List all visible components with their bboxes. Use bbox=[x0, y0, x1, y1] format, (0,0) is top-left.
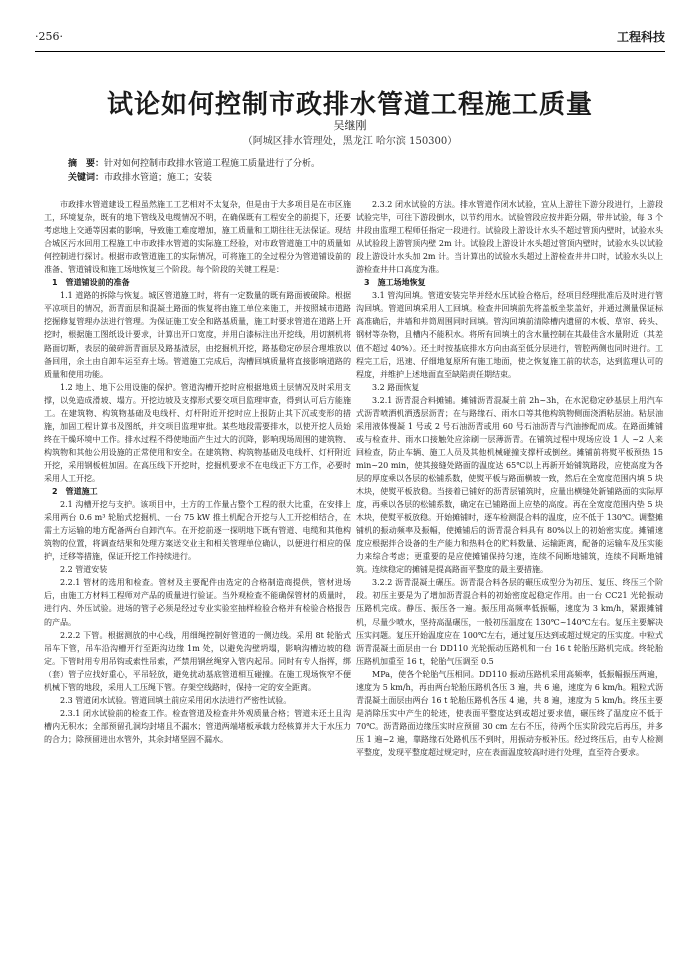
body-paragraph: 3.2.1 沥青混合料摊铺。摊铺沥青混凝土前 2h~3h，在水泥稳定砂基层上用汽车式沥青喷洒机洒透层沥青；在与路缘石、雨水口等其他构筑物侧面浇洒粘层油。粘层油采用液体慢凝 1 号或 2 号石油沥青或用 60 号石油沥青与汽油掺配而成。在路面摊铺或与检查井、雨水口接触处应涂刷一层薄沥青。在铺筑过程中现场应设 1 人 ~2 人来回检查，防止车辆、施工人员及其他机械碰撞支撑杆或倒丝。摊铺前将熨平板预热 15 min~20 min，使其接缝处路面的温度达 65℃以上再新开始铺筑路段，应使高度为各层的厚度乘以各层的松铺系数，使熨平板与路面横坡一致，然后在全宽度范围内填 5 块木块，使熨平板放稳。当接着已铺好的沥青层铺筑时，应量出横缝处新铺路面的实际厚度，再乘以各层的松铺系数，确定在已铺路面上应垫的高度。再在全宽度范围内垫 5 块木块，使熨平板放稳。开始摊铺时，逐车检测混合料的温度，应不低于 130℃。调整摊铺机的振动频率及振幅，使摊铺后的沥青混合料具有 80%以上的初始密实度。摊铺速度应根据拌合设备的生产能力和热料仓的贮料数量、运输距离，配备的运输车及压实能力来综合考虑；更重要的是应使摊铺保持匀速，连续不间断地铺筑，连续不间断地铺筑。连续稳定的摊铺是提高路面平整度的最主要措施。 bbox=[356, 395, 663, 575]
right-column bbox=[356, 198, 663, 759]
body-paragraph: 2.2.1 管材的选用和检查。管材及主要配件由选定的合格制造商提供，管材进场后，由施工方材料工程师对产品的质量进行验证。当外观检查不能确保管材的质量时，进行内、外压试验。进场的管子必须是经过专业实验室抽样检验合格并有检验合格报告的产品。 bbox=[44, 578, 351, 627]
body-paragraph: 2.3.1 闭水试验前的检查工作。检查管道及检查井外观质量合格；管道未还土且沟槽内无积水；全部预留孔洞均封堵且不漏水；管道两端堵板承载力经核算并大于水压力的合力；除预留进出水管外，其余封堵坚固不漏水。 bbox=[44, 708, 351, 744]
running-header bbox=[35, 22, 665, 52]
body-paragraph: 3.1 管沟回填。管道安装完毕并经水压试验合格后，经项目经理批准后及时进行管沟回填。管道回填采用人工回填。检查井回填前先将盖板坐浆盖好，并通过测量保证标高准确后，井墙和井筒周围同时回填。管沟回填前清除槽内遗留的木板、草帘、砖头、钢材等杂物，且槽内不能积水。将所有回填土的含水量控制在其最佳含水量附近（其差值不超过 40%）。还土时按基底排水方向由高至低分层进行，管腔两侧也同时进行。工程完工后，迅速、仔细地复原所有施工地面，使之恢复施工前的状态，达到监理认可的程度，并维护上述地面直至缺陷责任期结束。 bbox=[356, 291, 663, 379]
body-paragraph: 1.2 地上、地下公用设施的保护。管道沟槽开挖时应根据地质土层情况及时采用支撑，以免造成滑坡、塌方。开挖边坡及支撑形式要交项目监理审查，得到认可后方能施工。在建筑物、构筑物基础及电线杆、灯杆附近开挖时应上报防止其下沉或变形的措施，加固工程计算书及图纸，并交项目监理审批。某些地段需要排水，以使开挖人员始终在干燥环境中工作。排水过程不得使地面产生过大的沉降，影响现场周围的建筑物、构筑物和其他公用设施的正常使用和安全。在建筑物、构筑物基础及电线杆、灯杆附近开挖，采用钢板桩加固。在高压线下开挖时，挖掘机要求不在电线正下方工作，必要时采用人工开挖。 bbox=[44, 382, 351, 483]
abstract-text: 针对如何控制市政排水管道工程施工质量进行了分析。 bbox=[104, 159, 321, 169]
body-paragraph: 市政排水管道建设工程虽然施工工艺相对不太复杂，但是由于大多项目是在市区施工，环境复杂，既有的地下管线及电缆情况不明，在确保既有工程安全的前提下，还要考虑地上交通等因素的影响，导致施工难度增加，施工质量和工期往往无法保证。现结合城区污水回用工程施工中市政排水管道的实际施工经验，对市政管道施工中的质量如何控制进行探讨。根据市政管道施工的实际情况，可将施工的全过程分为管道铺设前的准备、管道铺设和施工场地恢复三个阶段。每个阶段的关键工程是： bbox=[44, 200, 351, 275]
section-heading: 3 施工场地恢复 bbox=[364, 278, 426, 288]
body-paragraph: 2.1 沟槽开挖与支护。该项目中，土方的工作量占整个工程的很大比重，在安排上采用两台 0.6 m³ 轮胎式挖掘机、一台 75 kW 推土机配合开挖与人工开挖相结合，在需土方运输的地方配备两台自卸汽车。在开挖前逐一探明地下既有管道、电缆和其他构筑物的位置，将调查结果和处理方案送交业主和相关管理单位确认，以便进行相应的保护，迁移等措施，保证开挖工作持续进行。 bbox=[44, 500, 351, 562]
body-paragraph: 2.2.2 下管。根据测放的中心线，用细绳控制好管道的一侧边线。采用 8t 轮胎式吊车下管，吊车沿沟槽开行至距沟边缘 1m 处，以避免沟壁坍塌，影响沟槽边坡的稳定。下管时用专用吊钩或索性吊索，严禁用钢丝绳穿入管内起吊。同时有专人指挥，绑（套）管子应找好重心，平吊轻放，避免扰动基底管道相互碰撞。在施工现场恢窄不便机械下管的地段，采用人工压绳下管。存架空线路时，保持一定的安全距离。 bbox=[44, 630, 351, 692]
keywords-text: 市政排水管道；施工；安装 bbox=[104, 173, 213, 183]
article-title: 试论如何控制市政排水管道工程施工质量 bbox=[106, 90, 593, 120]
abstract bbox=[68, 157, 632, 171]
body-paragraph: 1.1 道路的拆除与恢复。城区管道施工时，将有一定数量的既有路面被破除。根据平凉项目的情况，沥青面层和混凝土路面的恢复将由施工单位来施工，并按照城市道路挖掘修复管理办法进行管理。为保证施工安全和路基质量，施工时要求管道在道路上开挖时，根据施工图纸设计要求，计算出开口宽度，并用白漆标注出开挖线，用切割机将路面切断，表层的破碎沥青面层及路基渣层，由挖掘机开挖，路基稳定砂层合理堆放以备回用，余土由自卸车运至弃土场。管道施工完成后，沟槽回填质量将直接影响道路的质量和使用功能。 bbox=[44, 291, 351, 379]
section-heading: 1 管道铺设前的准备 bbox=[52, 278, 130, 288]
page-number: ·256· bbox=[35, 30, 63, 43]
body-paragraph: 2.3 管道闭水试验。管道回填土前应采用闭水法进行严密性试验。 bbox=[60, 695, 292, 705]
body-paragraph: MPa，使各个轮胎气压相同。DD110 振动压路机采用高频率，低振幅振压两遍，速度为 5 km/h，再由两台轮胎压路机各压 3 遍，共 6 遍，速度为 6 km/h。粗粒式沥青混凝土面层由两台 16 t 轮胎压路机各压 4 遍，共 8 遍，速度为 5 km/h。终压主要是消除压实中产生的轮迹，使表面平整度达到或超过要求值，碾压终了温度应不低于 70℃。沥青路面边缘压实时应预留 30 cm 左右不压，待两个压实阶段完后再压，并多压 1 遍~2 遍，靠路缘石处路机压不到时，用振动夯板补压。经过终压后，由专人检测平整度，发现平整度超过规定时，应在表面温度较高时进行处理，直至符合要求。 bbox=[356, 669, 663, 757]
body-paragraph: 3.2.2 沥青混凝土碾压。沥青混合料各层的碾压成型分为初压、复压、终压三个阶段。初压主要是为了增加沥青混合料的初始密度起稳定作用。由一台 CC21 光轮振动压路机完成。静压、振压各一遍。振压用高频率低振幅，速度为 3 km/h，紧跟摊铺机，尽量少喷水，坚持高温碾压，一般初压温度在 130℃~140℃左右。复压主要解决压实问题。复压开始温度应在 100℃左右，通过复压达到或超过规定的压实度。中粒式沥青混凝土面层由一台 DD110 光轮振动压路机和一台 16 t 轮胎压路机完成。终轮胎压路机加重至 16 t，轮胎气压调至 0.5 bbox=[356, 578, 663, 666]
body-paragraph: 2.3.2 闭水试验的方法。排水管道作闭水试验，宜从上游往下游分段进行，上游段试验完毕，可往下游段倒水，以节约用水。试验管段应按井距分隔，带井试验，每 3 个井段由监理工程师任指定一段进行。试验段上游设计水头不超过管顶内壁时，试验水头从试验段上游管顶内壁 2m 计。试验段上游设计水头超过管顶内壁时，试验水头以试验段上游设计水头加 2m 计。当计算出的试验水头超过上游检查井井口时，试验水头以上游检查井井口高度为准。 bbox=[356, 200, 663, 275]
author-name: 吴继刚 bbox=[333, 119, 367, 132]
section-heading: 2.2 管道安装 bbox=[60, 565, 108, 575]
section-heading: 2 管道施工 bbox=[52, 487, 98, 497]
author-affiliation: （阿城区排水管理处，黑龙江 哈尔滨 150300） bbox=[242, 136, 458, 147]
journal-section-name: 工程科技 bbox=[616, 30, 665, 44]
section-heading: 3.2 路面恢复 bbox=[372, 382, 420, 392]
left-column bbox=[44, 198, 351, 746]
abstract-block bbox=[68, 157, 632, 185]
keywords-label: 关键词： bbox=[68, 173, 105, 183]
keywords bbox=[68, 171, 632, 185]
abstract-label: 摘 要： bbox=[68, 159, 105, 169]
